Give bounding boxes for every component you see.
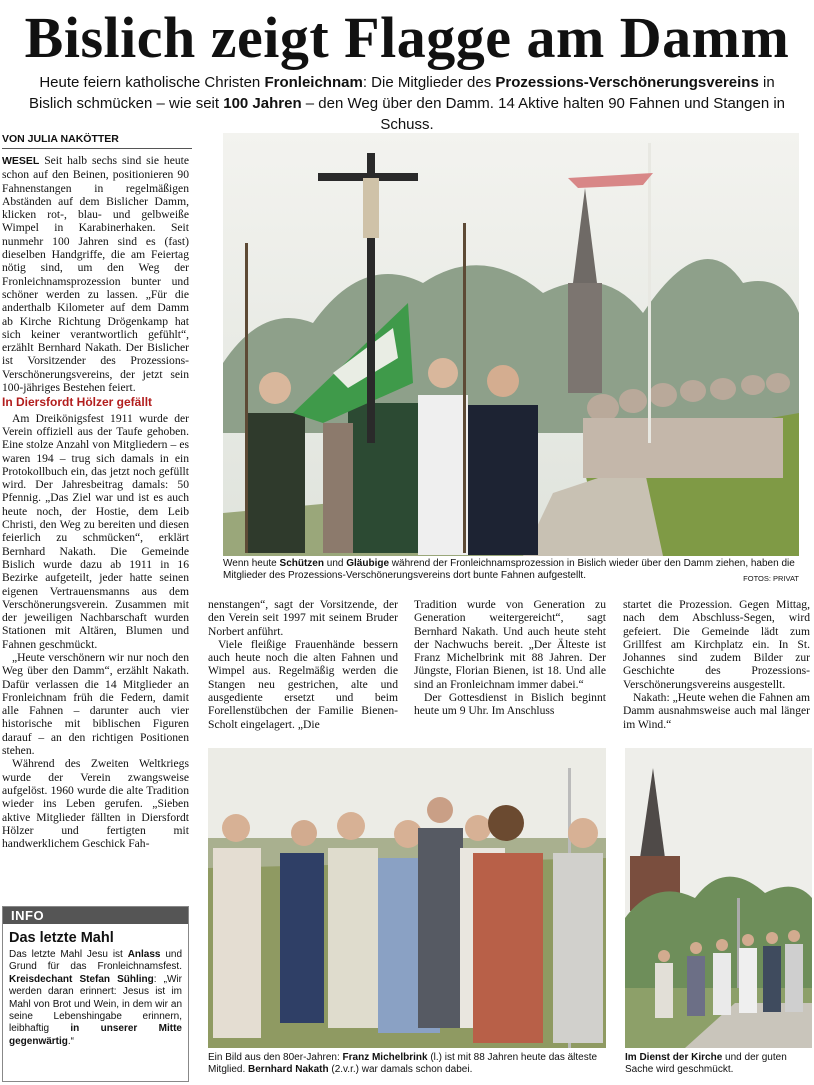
article-column-1 bbox=[2, 154, 189, 902]
info-label: INFO bbox=[3, 907, 188, 924]
church-photo-caption bbox=[625, 1052, 812, 1076]
deck-bold: Prozessions-Verschönerungsvereins bbox=[495, 74, 759, 91]
deck-bold: Fronleichnam bbox=[264, 74, 363, 91]
caption-text: während der Fronleichnamsprozession in Bislich wieder über den Damm ziehen, haben die Mitglieder des Prozessions-Verschönerungsvereins dort bunte Fahnen aufgestellt. bbox=[223, 558, 795, 581]
caption-bold: Schützen bbox=[279, 558, 324, 569]
caption-text: Wenn heute bbox=[223, 558, 280, 569]
paragraph bbox=[2, 154, 189, 394]
subheading: In Diersfordt Hölzer gefällt bbox=[2, 395, 153, 410]
deck bbox=[20, 72, 794, 135]
deck-text: Heute feiern katholische Christen bbox=[39, 74, 265, 91]
paragraph: Am Dreikönigsfest 1911 wurde der Verein offiziell aus der Taufe gehoben. Eine stolze Anzahl von Mitgliedern – es waren 194 – trug sich damals in ein Protokollbuch ein, das jetzt noch gefüllt wird. Der Jahresbeitrag damals: 50 Pfennig. „Das Ziel war und ist es auch heute noch, der Hostie, dem Leib Christi, den Weg zu bereiten und diesen feierlich zu schmücken“, erklärt Bernhard Nakath. Die Gemeinde Bislich wurde dazu ab 1911 in 16 Bezirke aufgeteilt, jeder hatte seinen eigenen Vertrauensmanns aus dem Verschönerungsverein. Zusammen mit der jeweiligen Nachbarschaft wurden Stationen mit Altären, Blumen und Fahnen geschmückt. bbox=[2, 411, 189, 651]
paragraph: nenstangen“, sagt der Vorsitzende, der den Verein seit 1997 mit seinem Bruder Norbert anführt. bbox=[208, 598, 398, 638]
article-column-4 bbox=[623, 598, 810, 731]
paragraph: „Heute verschönern wir nur noch den Weg über den Damm“, erzählt Nakath. Dafür verlassen die 14 Mitglieder an Fronleichnam früh die Federn, damit alle Fahnen – darunter auch vier historische mit biblischen Figuren darauf – an den richtigen Positionen stehen. bbox=[2, 650, 189, 758]
byline: VON JULIA NAKÖTTER bbox=[2, 133, 192, 149]
info-text-part: : „Wir werden daran erinnert: Jesus ist im Mahl von Brot und Wein, in dem wir an seine Lebenshingabe erinnern, leibhaftig bbox=[9, 973, 182, 1035]
caption-text: (2.v.r.) war damals schon dabei. bbox=[328, 1064, 473, 1075]
church-photo bbox=[625, 748, 812, 1048]
paragraph: Nakath: „Heute wehen die Fahnen am Damm ausnahmsweise auch mal länger im Wind.“ bbox=[623, 691, 810, 731]
info-title: Das letzte Mahl bbox=[9, 930, 114, 946]
info-bold: in unserer Mitte gegenwärtig bbox=[9, 1023, 182, 1047]
main-photo bbox=[223, 133, 799, 556]
deck-text: – den Weg über den Damm. 14 Aktive halten 90 Fahnen und Stangen in Schuss. bbox=[301, 95, 786, 133]
info-box bbox=[2, 906, 189, 1082]
photo-credit: FOTOS: PRIVAT bbox=[743, 574, 799, 583]
deck-text: : Die Mitglieder des bbox=[362, 74, 496, 91]
paragraph: Während des Zweiten Weltkriegs wurde der Verein zwangsweise aufgelöst. 1960 wurde die alte Tradition wieder ins Leben gerufen. „Sieben aktive Mitglieder fällten in Diersfordt Hölzer und fertigten mit handwerklichem Geschick Fah- bbox=[2, 757, 189, 851]
paragraph: Tradition wurde von Generation zu Generation weitergereicht“, sagt Bernhard Nakath. Und auch heute steht der Nachwuchs bereit. „Der Älteste ist Franz Michelbrink mit 88 Jahren. Der Jüngste, Florian Bienen, ist 18. Und alle sind an Fronleichnam immer dabei.“ bbox=[414, 598, 606, 691]
caption-text: und bbox=[323, 558, 347, 569]
info-text-part: Das letzte Mahl Jesu ist bbox=[9, 949, 128, 960]
caption-text: und der guten Sache wird geschmückt. bbox=[625, 1052, 787, 1075]
caption-bold: Franz Michelbrink bbox=[342, 1052, 428, 1063]
procession-photo-illustration bbox=[223, 133, 799, 556]
info-text-part: und Grund für das Fronleichnamsfest. bbox=[9, 949, 183, 973]
paragraph: Der Gottesdienst in Bislich beginnt heute um 9 Uhr. Im Anschluss bbox=[414, 691, 606, 718]
church-photo-illustration bbox=[625, 748, 812, 1048]
group-photo bbox=[208, 748, 606, 1048]
group-photo-illustration bbox=[208, 748, 606, 1048]
paragraph: Viele fleißige Frauenhände bessern auch heute noch die alten Fahnen und Wimpel aus. Regelmäßig werden die Stangen neu gestrichen, alte und ausgediente ersetzt und beim Forellenstübchen der Familie Bienen-Scholt eingelagert. „Die bbox=[208, 637, 398, 731]
group-photo-caption bbox=[208, 1052, 606, 1076]
caption-bold: Im Dienst der Kirche bbox=[625, 1052, 723, 1063]
caption-bold: Bernhard Nakath bbox=[248, 1064, 329, 1075]
info-text-part: .“ bbox=[67, 1035, 75, 1047]
info-bold: Anlass bbox=[127, 949, 161, 960]
dateline: WESEL bbox=[2, 155, 40, 167]
article-column-2 bbox=[208, 598, 398, 731]
deck-bold: 100 Jahren bbox=[223, 95, 302, 112]
info-text bbox=[3, 949, 188, 1048]
caption-text: (l.) ist mit 88 Jahren heute das älteste Mitglied. bbox=[208, 1052, 598, 1075]
paragraph: startet die Prozession. Gegen Mittag, nach dem Abschluss-Segen, wird gefeiert. Die Gemeinde lädt zum Grillfest am Kirchplatz ein. In St. Johannes sind zudem Bilder zur Geschichte des Prozessions-Verschönerungsvereins ausgestellt. bbox=[623, 598, 810, 691]
paragraph-text: Seit halb sechs sind sie heute schon auf den Beinen, positionieren 90 Fahnenstangen in regelmäßigen Abständen auf dem Bislicher Damm, klicken rot-, blau- und gelbweiße Wimpel in Karabinerhaken. Seit nunmehr 100 Jahren sind es (fast) dieselben Handgriffe, die am Feiertag nötig sind, um den Weg der Fronleichnamsprozession bunter und schöner werden zu lassen. „Für die anderthalb Kilometer auf dem Damm ab Kirche Richtung Drögenkamp hat sich keiner verantwortlich gefühlt“, erzählt Bernhard Nakath. Der Bislicher ist Vorsitzender des Prozessions-Verschönerungsvereins, der jetzt sein 100-jähriges Bestehen feiert. bbox=[2, 154, 189, 395]
caption-text: Ein Bild aus den 80er-Jahren: bbox=[208, 1052, 343, 1063]
deck-text: in Bislich schmücken – wie seit bbox=[28, 74, 775, 112]
caption-bold: Gläubige bbox=[346, 558, 390, 569]
headline: Bislich zeigt Flagge am Damm bbox=[24, 5, 790, 70]
info-bold: Kreisdechant Stefan Sühling bbox=[9, 973, 154, 985]
article-column-3 bbox=[414, 598, 606, 718]
